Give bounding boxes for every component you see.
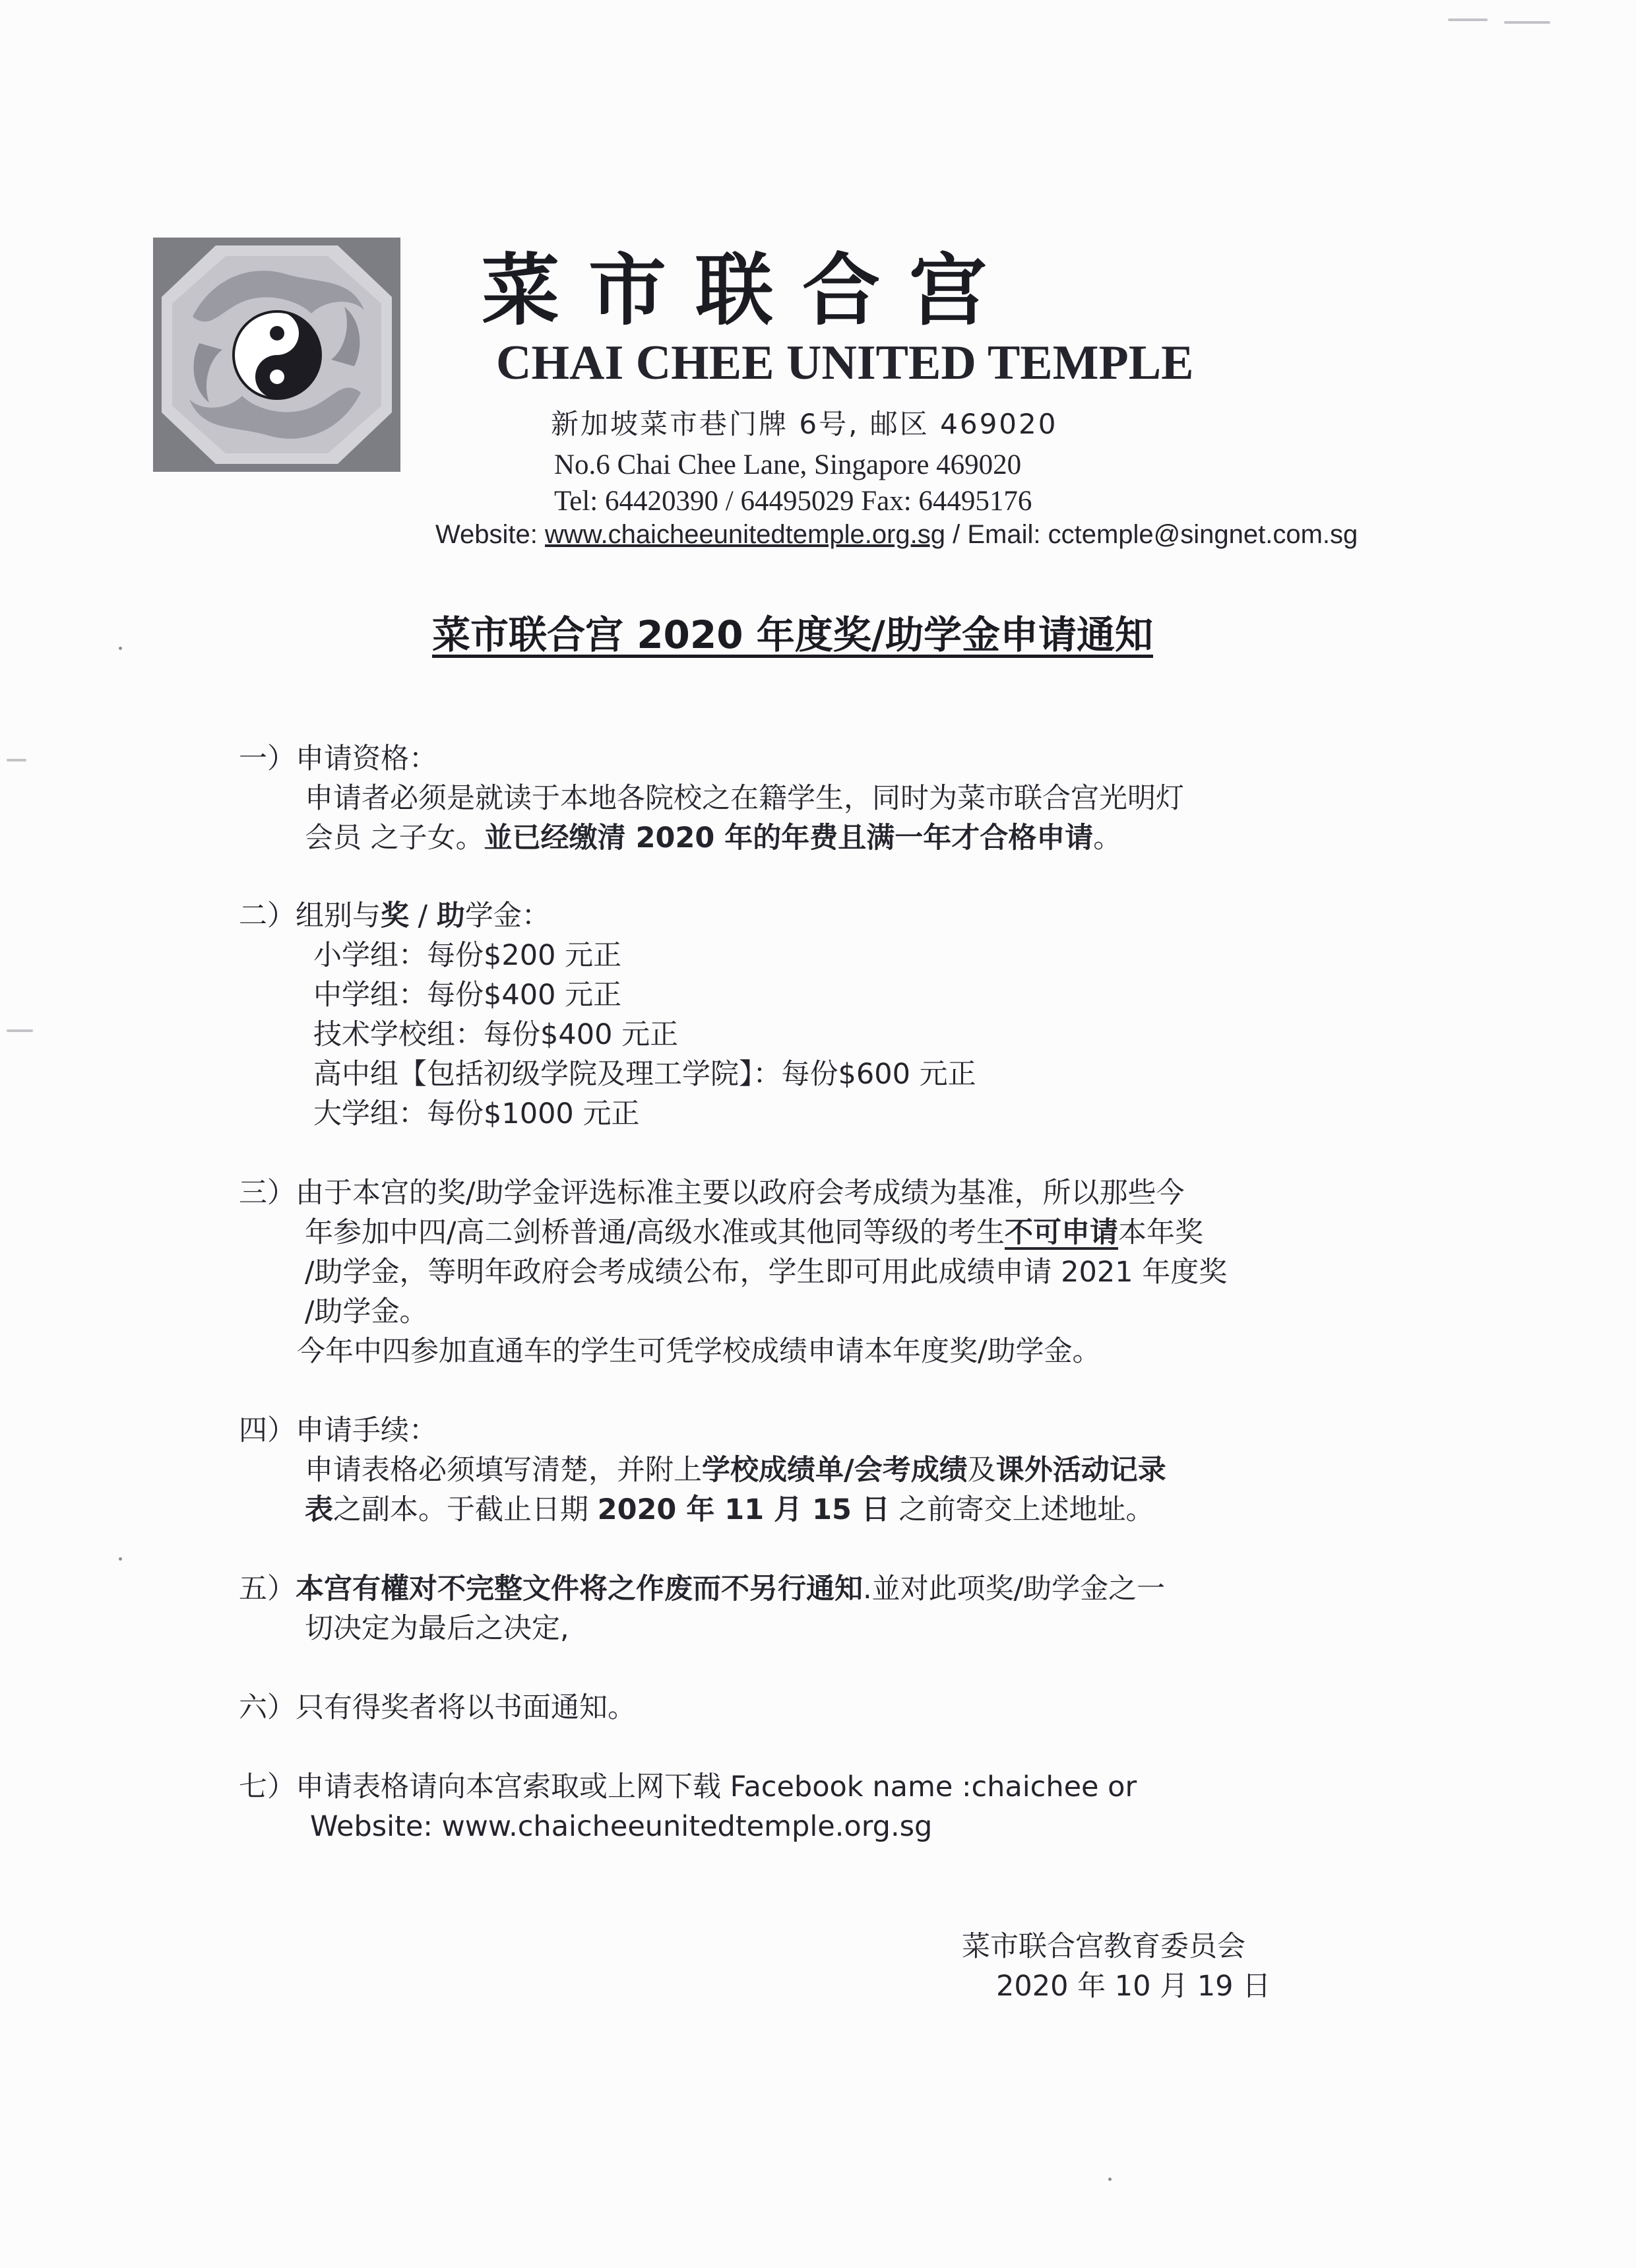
yin-yang-icon: [234, 311, 321, 399]
group-secondary: 中学组：每份$400 元正: [313, 979, 622, 1012]
temple-name-cn: 菜市联合宫: [482, 245, 1017, 336]
bold-text: 学校成绩单/会考成绩: [702, 1454, 968, 1487]
signature-date: 2020 年 10 月 19 日: [996, 1970, 1271, 2003]
section-7-line-1: 七）申请表格请向本宫索取或上网下载 Facebook name :chaichee or: [239, 1770, 1137, 1803]
address-en: No.6 Chai Chee Lane, Singapore 469020: [554, 449, 1022, 480]
text-span: 二）组别与: [239, 899, 381, 932]
email-text: / Email: cctemple@singnet.com.sg: [945, 520, 1358, 549]
text-span: 之前寄交上述地址。: [889, 1493, 1154, 1526]
text-span: /: [409, 899, 437, 932]
text-span: 年参加中四/高二剑桥普通/高级水准或其他同等级的考生: [305, 1216, 1005, 1249]
address-cn: 新加坡菜市巷门牌 6号, 邮区 469020: [551, 408, 1058, 440]
section-5-line-2: 切决定为最后之决定,: [305, 1612, 569, 1645]
bold-text: 本宫有權对不完整文件将之作废而不另行通知: [296, 1572, 863, 1605]
scan-speck: [1504, 21, 1550, 24]
bold-text: 表: [305, 1493, 333, 1526]
scan-speck: [1108, 2178, 1112, 2181]
text-span: 之副本。于截止日期: [333, 1493, 598, 1526]
section-4-line-1: [305, 1450, 1166, 1490]
committee-name: 菜市联合宫教育委员会: [962, 1930, 1245, 1963]
scan-speck: [1448, 18, 1488, 21]
scan-speck: [119, 1557, 122, 1561]
section-1-line-1: 申请者必须是就读于本地各院校之在籍学生，同时为菜市联合宫光明灯: [305, 782, 1184, 815]
text-span: .並对此项奖/助学金之一: [863, 1572, 1166, 1605]
section-1-heading: 一）申请资格：: [239, 742, 437, 775]
section-1-line-2: [305, 818, 1121, 858]
text-span: 及: [967, 1454, 996, 1487]
text-span: 申请表格必须填写清楚，并附上: [305, 1454, 702, 1487]
text-span: 五）: [239, 1572, 296, 1605]
group-university: 大学组：每份$1000 元正: [313, 1097, 640, 1130]
section-7-line-2: Website: www.chaicheeunitedtemple.org.sg: [310, 1810, 933, 1843]
group-primary: 小学组：每份$200 元正: [313, 939, 622, 972]
scan-speck: [119, 647, 122, 650]
bold-text: 助: [436, 899, 465, 932]
scan-speck: [7, 1029, 33, 1032]
section-3-line-2: [305, 1213, 1203, 1252]
notice-title: 菜市联合宫 2020 年度奖/助学金申请通知: [432, 612, 1153, 657]
group-technical: 技术学校组：每份$400 元正: [313, 1018, 679, 1051]
section-5-line-1: [239, 1569, 1165, 1609]
bold-text: 课外活动记录: [995, 1454, 1166, 1487]
text-span: 本年奖: [1117, 1216, 1203, 1249]
website-link[interactable]: www.chaicheeunitedtemple.org.sg: [545, 520, 946, 549]
text-span: 。: [1093, 822, 1122, 855]
text-span: 会员 之子女。: [305, 822, 484, 855]
section-4-line-2: [305, 1490, 1154, 1530]
section-2-heading: [239, 896, 550, 936]
text-span: 学金：: [464, 899, 550, 932]
temple-name-en: CHAI CHEE UNITED TEMPLE: [496, 336, 1194, 390]
section-3-line-5: 今年中四参加直通车的学生可凭学校成绩申请本年度奖/助学金。: [297, 1335, 1101, 1368]
temple-logo: [153, 238, 400, 472]
section-4-heading: 四）申请手续：: [239, 1414, 437, 1447]
deadline-date: 2020 年 11 月 15 日: [597, 1493, 890, 1526]
website-email-line: [435, 520, 1358, 550]
section-6-line-1: 六）只有得奖者将以书面通知。: [239, 1691, 636, 1724]
section-3-line-4: /助学金。: [305, 1295, 428, 1328]
section-3-line-3: /助学金，等明年政府会考成绩公布，学生即可用此成绩申请 2021 年度奖: [305, 1256, 1228, 1289]
section-3-line-1: 三）由于本宫的奖/助学金评选标准主要以政府会考成绩为基准，所以那些今: [239, 1177, 1185, 1210]
bold-text: 並已经缴清 2020 年的年费且满一年才合格申请: [484, 822, 1094, 855]
tel-fax: Tel: 64420390 / 64495029 Fax: 64495176: [554, 486, 1032, 517]
bold-underlined-text: 不可申请: [1004, 1216, 1118, 1249]
group-pre-university: 高中组【包括初级学院及理工学院】：每份$600 元正: [313, 1058, 976, 1091]
bold-text: 奖: [381, 899, 409, 932]
website-label: Website:: [435, 520, 545, 549]
scan-speck: [7, 759, 26, 761]
